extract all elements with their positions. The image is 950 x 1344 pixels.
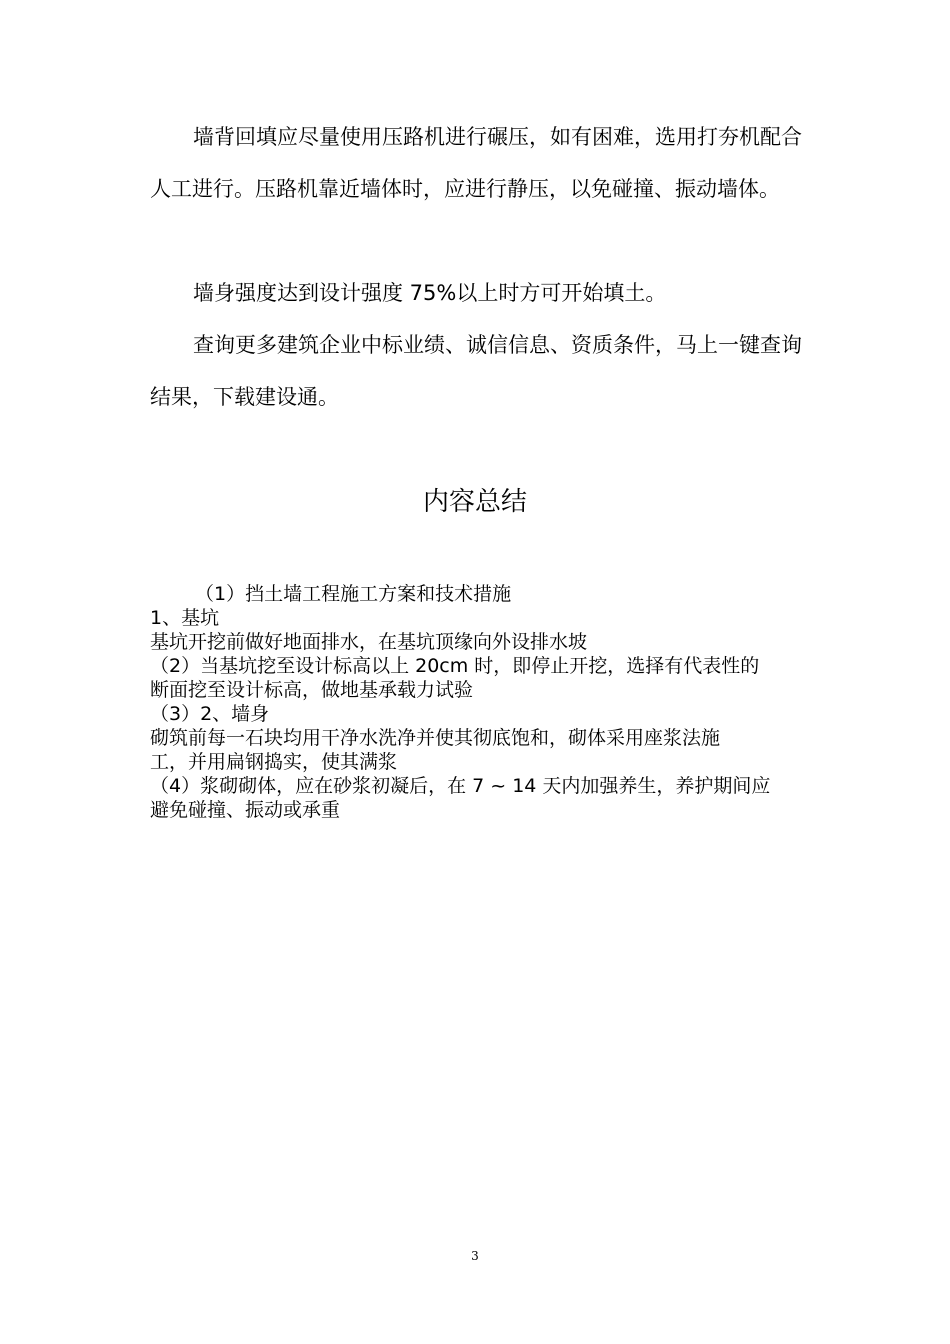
summary-line: （1）挡土墙工程施工方案和技术措施: [195, 583, 512, 605]
summary-title: 内容总结: [422, 487, 527, 517]
paragraph-promo: 查询更多建筑企业中标业绩、诚信信息、资质条件，马上一键查询结果，下载建设通。: [150, 333, 802, 409]
summary-line: 基坑开挖前做好地面排水，在基坑顶缘向外设排水坡: [150, 631, 588, 653]
summary-line: 砌筑前每一石块均用干净水洗净并使其彻底饱和，砌体采用座浆法施: [150, 727, 721, 749]
summary-line: 断面挖至设计标高，做地基承载力试验: [150, 679, 474, 701]
summary-line: 工，并用扁钢捣实，使其满浆: [150, 751, 398, 773]
paragraph-strength: 墙身强度达到设计强度 75%以上时方可开始填土。: [193, 281, 667, 305]
summary-line: （3）2、墙身: [150, 703, 270, 725]
summary-line: （4）浆砌砌体，应在砂浆初凝后，在 7 ~ 14 天内加强养生，养护期间应: [150, 775, 771, 797]
summary-line: （2）当基坑挖至设计标高以上 20cm 时，即停止开挖，选择有代表性的: [150, 655, 760, 677]
paragraph-backfill: 墙背回填应尽量使用压路机进行碾压，如有困难，选用打夯机配合人工进行。压路机靠近墙体时，应进行静压，以免碰撞、振动墙体。: [150, 125, 802, 201]
summary-block: [150, 582, 810, 822]
page-number: 3: [471, 1249, 479, 1263]
summary-line: 1、基坑: [150, 607, 220, 629]
summary-line: 避免碰撞、振动或承重: [150, 799, 341, 821]
